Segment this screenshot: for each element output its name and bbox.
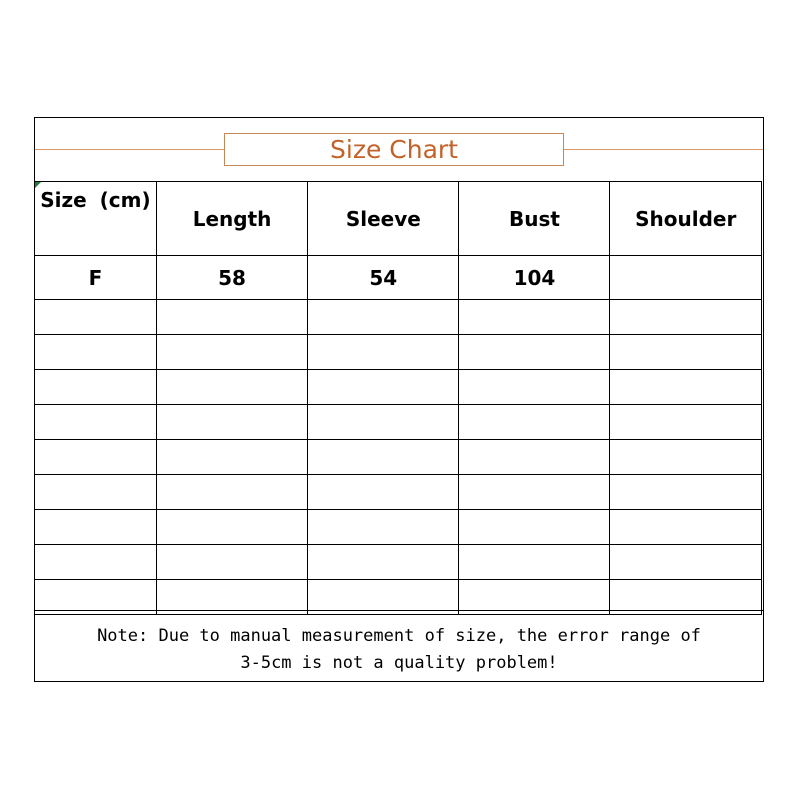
empty-cell xyxy=(610,545,762,580)
empty-cell xyxy=(35,475,157,510)
header-length: Length xyxy=(156,182,307,256)
empty-row xyxy=(35,370,762,405)
empty-cell xyxy=(35,300,157,335)
empty-cell xyxy=(610,510,762,545)
header-sleeve: Sleeve xyxy=(308,182,459,256)
table-row xyxy=(35,256,762,300)
chart-title: Size Chart xyxy=(224,133,564,166)
empty-cell xyxy=(459,335,610,370)
corner-mark xyxy=(35,182,41,188)
empty-row xyxy=(35,335,762,370)
empty-cell xyxy=(610,405,762,440)
empty-cell xyxy=(35,405,157,440)
empty-cell xyxy=(308,545,459,580)
empty-cell xyxy=(156,300,307,335)
empty-cell xyxy=(308,370,459,405)
empty-row xyxy=(35,440,762,475)
empty-cell xyxy=(35,545,157,580)
empty-cell xyxy=(459,475,610,510)
cell-size: F xyxy=(35,256,157,300)
header-size-label: Size (cm) xyxy=(40,188,151,212)
empty-cell xyxy=(459,300,610,335)
empty-cell xyxy=(156,440,307,475)
empty-cell xyxy=(459,440,610,475)
empty-cell xyxy=(610,370,762,405)
empty-cell xyxy=(308,300,459,335)
empty-cell xyxy=(308,510,459,545)
empty-cell xyxy=(308,405,459,440)
cell-length: 58 xyxy=(156,256,307,300)
empty-cell xyxy=(35,370,157,405)
empty-cell xyxy=(610,475,762,510)
empty-cell xyxy=(35,440,157,475)
empty-cell xyxy=(610,440,762,475)
empty-cell xyxy=(156,335,307,370)
empty-cell xyxy=(610,335,762,370)
empty-cell xyxy=(308,475,459,510)
empty-row xyxy=(35,475,762,510)
size-chart-frame xyxy=(34,117,764,682)
empty-cell xyxy=(35,335,157,370)
empty-cell xyxy=(459,370,610,405)
header-bust: Bust xyxy=(459,182,610,256)
empty-cell xyxy=(156,510,307,545)
empty-row xyxy=(35,405,762,440)
cell-shoulder xyxy=(610,256,762,300)
empty-cell xyxy=(308,440,459,475)
header-shoulder: Shoulder xyxy=(610,182,762,256)
header-row xyxy=(35,182,762,256)
title-rule-right xyxy=(564,149,763,150)
measurement-note xyxy=(35,610,763,682)
empty-cell xyxy=(610,300,762,335)
header-size xyxy=(35,182,157,256)
note-line-1: Note: Due to manual measurement of size, the error range of xyxy=(97,626,701,646)
empty-cell xyxy=(156,545,307,580)
empty-cell xyxy=(156,370,307,405)
note-line-2: 3-5cm is not a quality problem! xyxy=(240,653,558,673)
title-band xyxy=(35,118,763,182)
empty-cell xyxy=(459,510,610,545)
empty-row xyxy=(35,300,762,335)
empty-cell xyxy=(308,335,459,370)
empty-cell xyxy=(459,545,610,580)
empty-cell xyxy=(35,510,157,545)
empty-row xyxy=(35,510,762,545)
empty-cell xyxy=(459,405,610,440)
cell-bust: 104 xyxy=(459,256,610,300)
empty-cell xyxy=(156,405,307,440)
size-table xyxy=(34,181,762,615)
empty-cell xyxy=(156,475,307,510)
cell-sleeve: 54 xyxy=(308,256,459,300)
title-rule-left xyxy=(35,149,225,150)
empty-row xyxy=(35,545,762,580)
